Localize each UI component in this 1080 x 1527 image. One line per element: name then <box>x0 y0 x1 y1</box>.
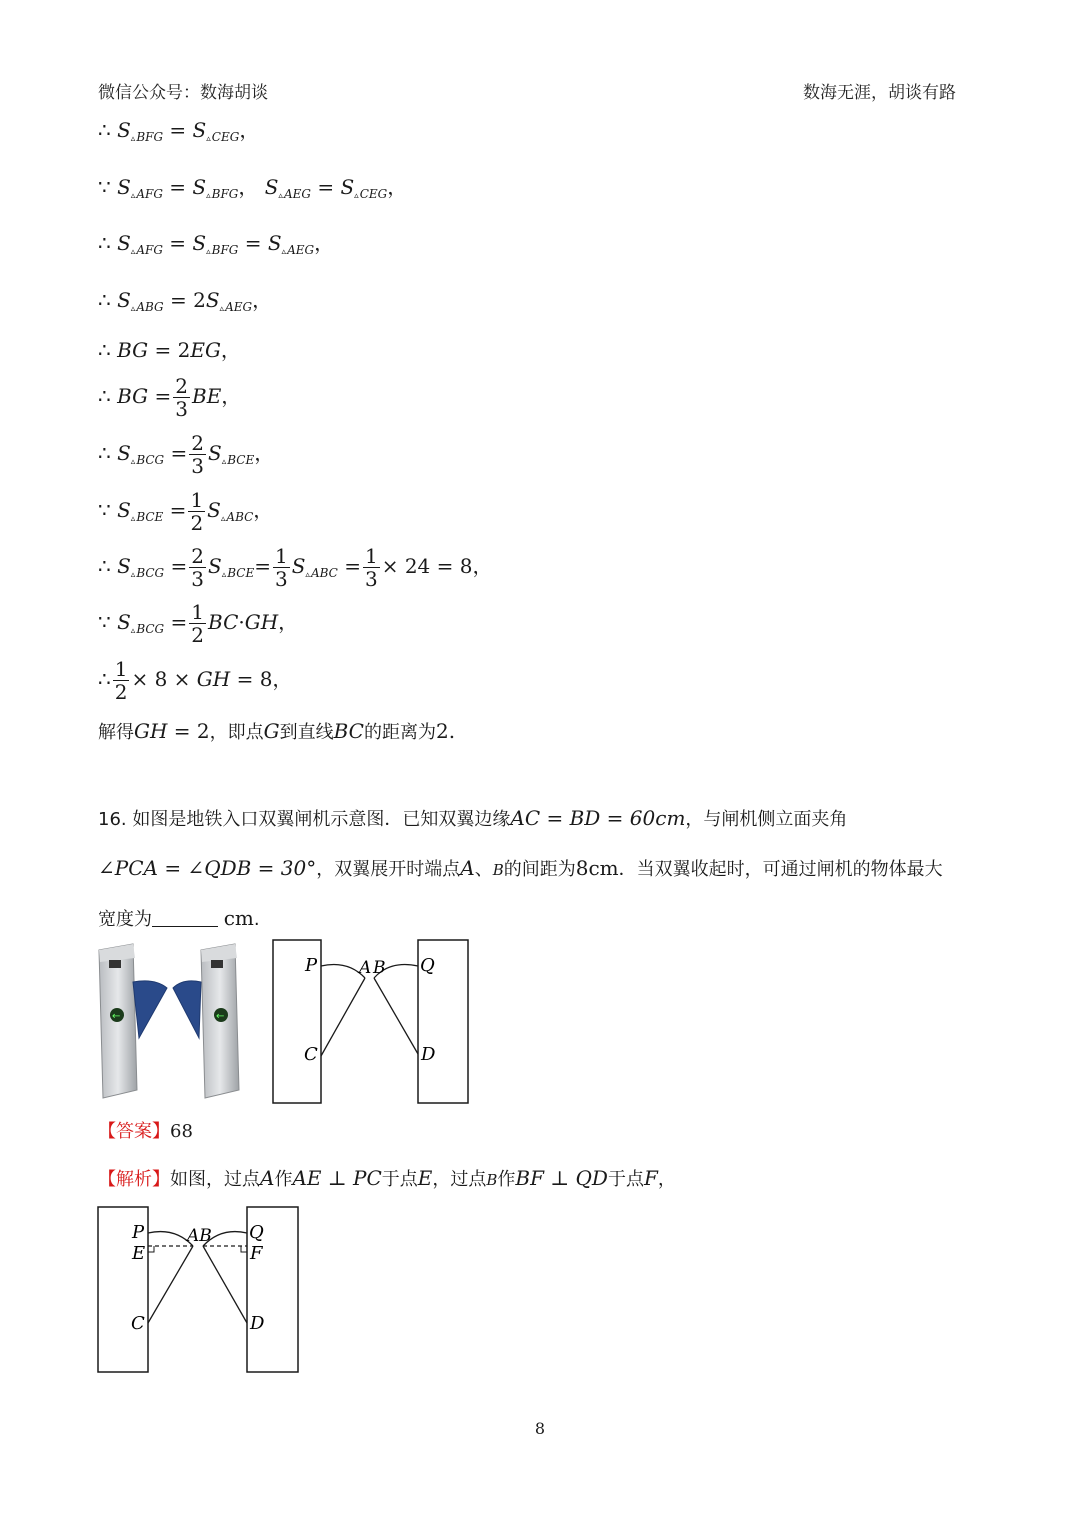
answer-blank[interactable] <box>152 910 218 927</box>
label2-q: Q <box>249 1222 264 1243</box>
label2-d: D <box>250 1313 265 1334</box>
svg-text:←: ← <box>112 1011 121 1022</box>
question16-line2: ∠PCA = ∠QDB = 30°，双翼展开时端点A、B的间距为8cm．当双翼收起时，可通过闸机的物体最大 <box>98 856 943 880</box>
step-7: ∴ $S_{▵BCG}$ = $\frac{2}{3}$ $S_{▵BCE}$， <box>98 431 275 478</box>
header-left: 微信公众号：数海胡谈 <box>98 83 268 103</box>
label2-ab: AB <box>187 1226 212 1246</box>
label-a: A <box>359 958 372 978</box>
analysis-line: 【解析】如图，过点A作AE ⊥ PC于点E，过点B作BF ⊥ QD于点F， <box>98 1166 676 1190</box>
step-9: ∴ $S_{▵BCG}$ = $\frac{2}{3}$ $S_{▵BCE}=$ $\frac{1}{3}$ $S_{▵ABC}$ = $\frac{1}{3}$ × 24 = 8， <box>98 544 493 591</box>
question16-line1: 16. 如图是地铁入口双翼闸机示意图．已知双翼边缘AC = BD = 60cm，与闸机侧立面夹角 <box>98 806 848 830</box>
label-p: P <box>305 955 318 976</box>
figure-1 <box>268 936 474 1108</box>
svg-text:←: ← <box>216 1011 225 1022</box>
figure-2 <box>93 1203 303 1377</box>
page-number: 8 <box>534 1419 546 1438</box>
label2-e: E <box>132 1243 146 1264</box>
step-5: ∴ BG = 2EG， <box>98 338 241 362</box>
step-10: ∵ $S_{▵BCG}$ = $\frac{1}{2}$ BC·GH， <box>98 600 299 647</box>
label2-c: C <box>131 1313 145 1334</box>
step-11: ∴ $\frac{1}{2}$ × 8 × GH = 8， <box>98 657 293 704</box>
step-1: ∴ $S_{▵BFG} = S_{▵CEG}$， <box>98 118 260 144</box>
step-4: ∴ $S_{▵ABG} = 2S_{▵AEG}$， <box>98 288 273 314</box>
label2-f: F <box>250 1243 263 1264</box>
gate-photo <box>97 940 247 1100</box>
step-2: ∵ $S_{▵AFG} = S_{▵BFG}$， $S_{▵AEG} = S_{▵CEG}$， <box>98 175 408 201</box>
step-12: 解得GH = 2，即点G到直线BC的距离为2. <box>98 719 456 743</box>
label-b: B <box>373 958 386 978</box>
header-right: 数海无涯，胡谈有路 <box>803 83 956 103</box>
step-8: ∵ $S_{▵BCE}$ = $\frac{1}{2}$ $S_{▵ABC}$， <box>98 488 274 535</box>
step-6: ∴ BG = $\frac{2}{3}$ BE， <box>98 374 242 421</box>
label2-p: P <box>132 1222 145 1243</box>
step-3: ∴ $S_{▵AFG} = S_{▵BFG} = S_{▵AEG}$， <box>98 231 335 257</box>
label-q: Q <box>420 955 435 976</box>
question16-line3: 宽度为 cm. <box>98 906 260 930</box>
answer-line: 【答案】68 <box>98 1121 193 1142</box>
label-c: C <box>304 1044 318 1065</box>
label-d: D <box>421 1044 436 1065</box>
